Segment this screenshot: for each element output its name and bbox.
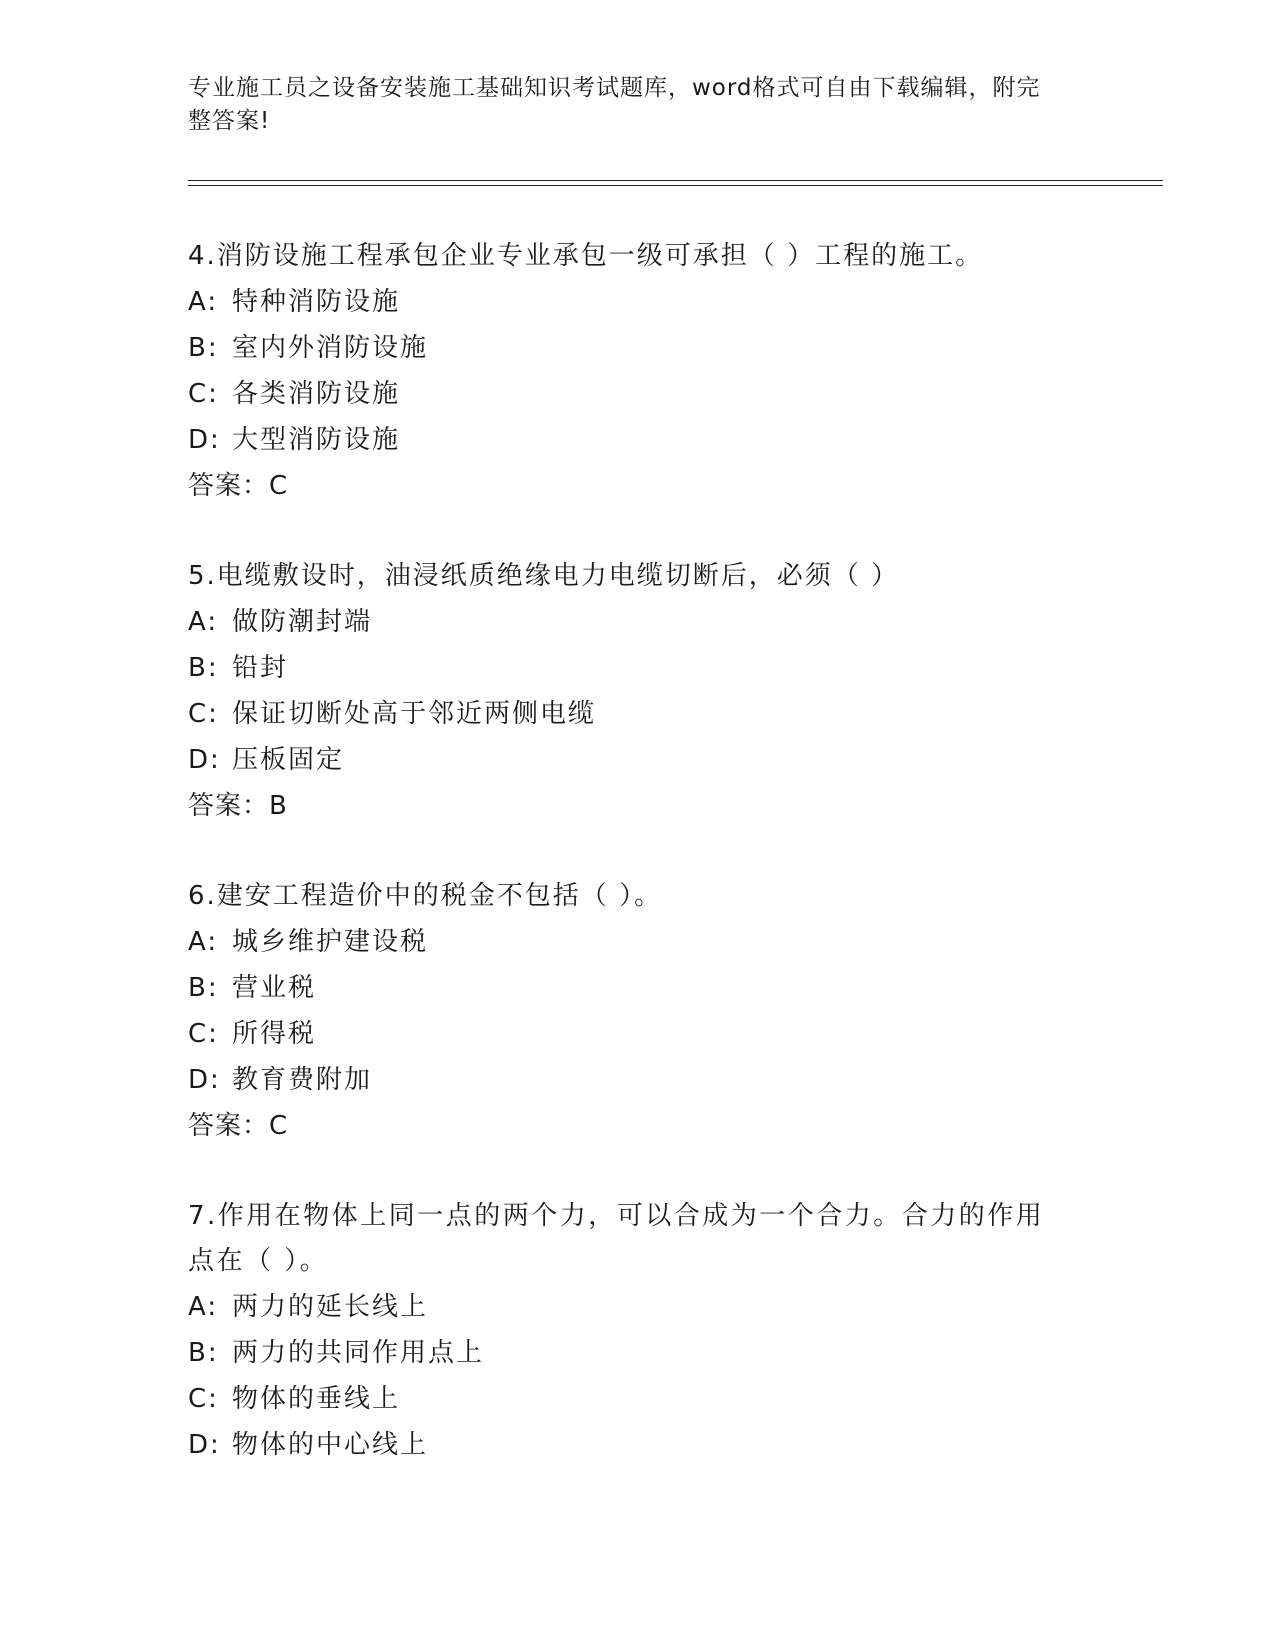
answer: 答案：B	[188, 791, 288, 821]
question-stem: 5.电缆敷设时，油浸纸质绝缘电力电缆切断后，必须（ ）	[188, 561, 900, 591]
option-text: 所得税	[232, 1019, 317, 1049]
option-a	[188, 599, 1088, 645]
option-text: 室内外消防设施	[232, 333, 429, 363]
option-c	[188, 1011, 1088, 1057]
option-key: D:	[188, 425, 221, 455]
option-d	[188, 1422, 1088, 1468]
question-stem: 7.作用在物体上同一点的两个力，可以合成为一个合力。合力的作用点在（ ）。	[188, 1201, 1045, 1276]
option-text: 物体的垂线上	[232, 1384, 401, 1414]
option-key: D:	[188, 745, 221, 775]
document-header	[188, 72, 1068, 138]
option-text: 城乡维护建设税	[232, 927, 429, 957]
option-key: B:	[188, 653, 219, 683]
option-text: 营业税	[232, 973, 317, 1003]
option-d	[188, 737, 1088, 783]
option-text: 做防潮封端	[232, 607, 373, 637]
option-key: A:	[188, 287, 219, 317]
question-7	[188, 1194, 1088, 1468]
option-text: 两力的共同作用点上	[232, 1338, 485, 1368]
option-text: 保证切断处高于邻近两侧电缆	[232, 699, 597, 729]
option-d	[188, 1057, 1088, 1103]
option-text: 教育费附加	[232, 1065, 373, 1095]
header-divider-top	[188, 180, 1163, 181]
option-key: D:	[188, 1430, 221, 1460]
option-a	[188, 279, 1088, 325]
option-key: C:	[188, 1019, 219, 1049]
option-key: A:	[188, 927, 219, 957]
option-key: B:	[188, 973, 219, 1003]
option-b	[188, 965, 1088, 1011]
option-c	[188, 1376, 1088, 1422]
option-key: A:	[188, 1292, 219, 1322]
option-text: 压板固定	[232, 745, 345, 775]
option-a	[188, 919, 1088, 965]
option-text: 两力的延长线上	[232, 1292, 429, 1322]
option-key: C:	[188, 699, 219, 729]
option-c	[188, 691, 1088, 737]
question-6	[188, 874, 1088, 1149]
header-divider-bottom	[188, 185, 1163, 186]
question-stem: 4.消防设施工程承包企业专业承包一级可承担（ ）工程的施工。	[188, 241, 984, 271]
option-c	[188, 371, 1088, 417]
option-text: 大型消防设施	[232, 425, 401, 455]
question-stem: 6.建安工程造价中的税金不包括（ ）。	[188, 881, 663, 911]
option-text: 铅封	[232, 653, 289, 683]
option-key: D:	[188, 1065, 221, 1095]
header-line-2: 整答案!	[188, 108, 271, 134]
option-key: C:	[188, 1384, 219, 1414]
answer: 答案：C	[188, 471, 289, 501]
option-key: C:	[188, 379, 219, 409]
option-a	[188, 1284, 1088, 1330]
question-5	[188, 554, 1088, 829]
option-key: B:	[188, 1338, 219, 1368]
answer: 答案：C	[188, 1111, 289, 1141]
option-key: A:	[188, 607, 219, 637]
option-b	[188, 1330, 1088, 1376]
option-text: 物体的中心线上	[232, 1430, 429, 1460]
question-4	[188, 234, 1088, 509]
option-text: 各类消防设施	[232, 379, 401, 409]
header-line-1: 专业施工员之设备安装施工基础知识考试题库，word格式可自由下载编辑，附完	[188, 75, 1041, 101]
option-key: B:	[188, 333, 219, 363]
option-d	[188, 417, 1088, 463]
option-b	[188, 645, 1088, 691]
option-b	[188, 325, 1088, 371]
option-text: 特种消防设施	[232, 287, 401, 317]
